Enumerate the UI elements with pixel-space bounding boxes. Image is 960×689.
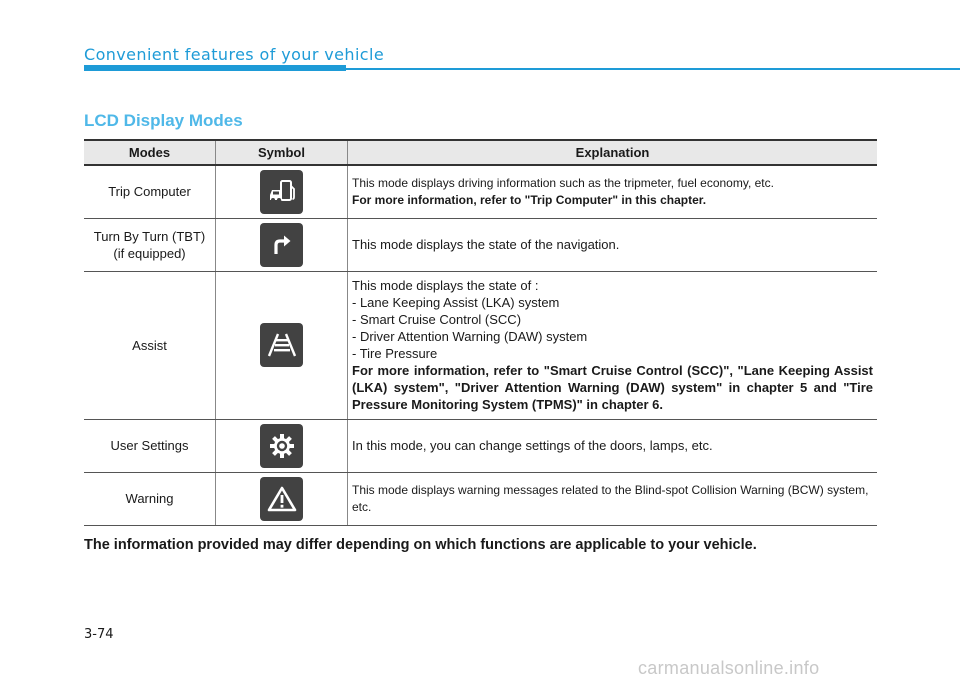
warning-triangle-icon: [260, 477, 303, 521]
explanation-cell: [348, 165, 878, 218]
table-row-turn-by-turn: [84, 218, 877, 271]
mode-label: Warning: [125, 491, 174, 506]
explanation-text: This mode displays the state of the navigation.: [352, 237, 620, 252]
header-accent-bar: [84, 65, 346, 71]
table-row-assist: [84, 271, 877, 419]
symbol-cell: [216, 165, 348, 218]
explanation-list-item: - Smart Cruise Control (SCC): [352, 312, 522, 327]
mode-label: Turn By Turn (TBT): [93, 228, 206, 244]
symbol-cell: [216, 218, 348, 271]
applicability-note: The information provided may differ depending on which functions are applicable to your vehicle.: [84, 537, 757, 553]
mode-cell: [84, 271, 216, 419]
mode-cell: [84, 472, 216, 525]
mode-label: User Settings: [110, 438, 189, 453]
column-header-symbol: Symbol: [216, 140, 348, 165]
gear-icon: [260, 424, 303, 468]
explanation-cell: [348, 271, 878, 419]
mode-label: Trip Computer: [108, 184, 191, 200]
explanation-list-item: - Lane Keeping Assist (LKA) system: [352, 295, 560, 310]
symbol-cell: [216, 419, 348, 472]
header-divider-line: [346, 68, 960, 70]
explanation-list-item: - Tire Pressure: [352, 346, 438, 361]
symbol-cell: [216, 271, 348, 419]
mode-label: Assist: [132, 337, 167, 353]
mode-cell: [84, 165, 216, 218]
explanation-cell: [348, 472, 878, 525]
explanation-reference: For more information, refer to "Trip Computer" in this chapter.: [352, 192, 707, 207]
column-header-explanation: Explanation: [348, 140, 878, 165]
explanation-text: This mode displays warning messages related to the Blind-spot Collision Warning (BCW) system, etc.: [352, 482, 869, 514]
trip-computer-icon: [260, 170, 303, 214]
table-row-user-settings: [84, 419, 877, 472]
mode-cell: [84, 218, 216, 271]
lane-assist-icon: [260, 323, 303, 367]
explanation-text: This mode displays driving information such as the tripmeter, fuel economy, etc.: [352, 175, 774, 190]
column-header-modes: Modes: [84, 140, 216, 165]
symbol-cell: [216, 472, 348, 525]
watermark-text: carmanualsonline.info: [638, 658, 820, 678]
table-header-row: [84, 140, 877, 165]
section-title: LCD Display Modes: [84, 111, 243, 130]
page-number: 3-74: [84, 627, 114, 642]
explanation-cell: [348, 218, 878, 271]
table-row-warning: [84, 472, 877, 525]
explanation-text: In this mode, you can change settings of the doors, lamps, etc.: [352, 438, 713, 453]
turn-right-arrow-icon: [260, 223, 303, 267]
explanation-list-item: - Driver Attention Warning (DAW) system: [352, 329, 588, 344]
table-row-trip-computer: [84, 165, 877, 218]
lcd-modes-table: [84, 139, 877, 526]
chapter-header-title: Convenient features of your vehicle: [84, 45, 385, 64]
explanation-cell: [348, 419, 878, 472]
explanation-text: This mode displays the state of :: [352, 278, 539, 293]
explanation-reference: For more information, refer to "Smart Cruise Control (SCC)", "Lane Keeping Assist (LKA) system", "Driver Attention Warning (DAW) system" in chapter 5 and "Tire Pressure Monitoring System (TPMS)" in chapter 6.: [352, 363, 873, 412]
mode-cell: [84, 419, 216, 472]
mode-sublabel: (if equipped): [113, 245, 186, 261]
